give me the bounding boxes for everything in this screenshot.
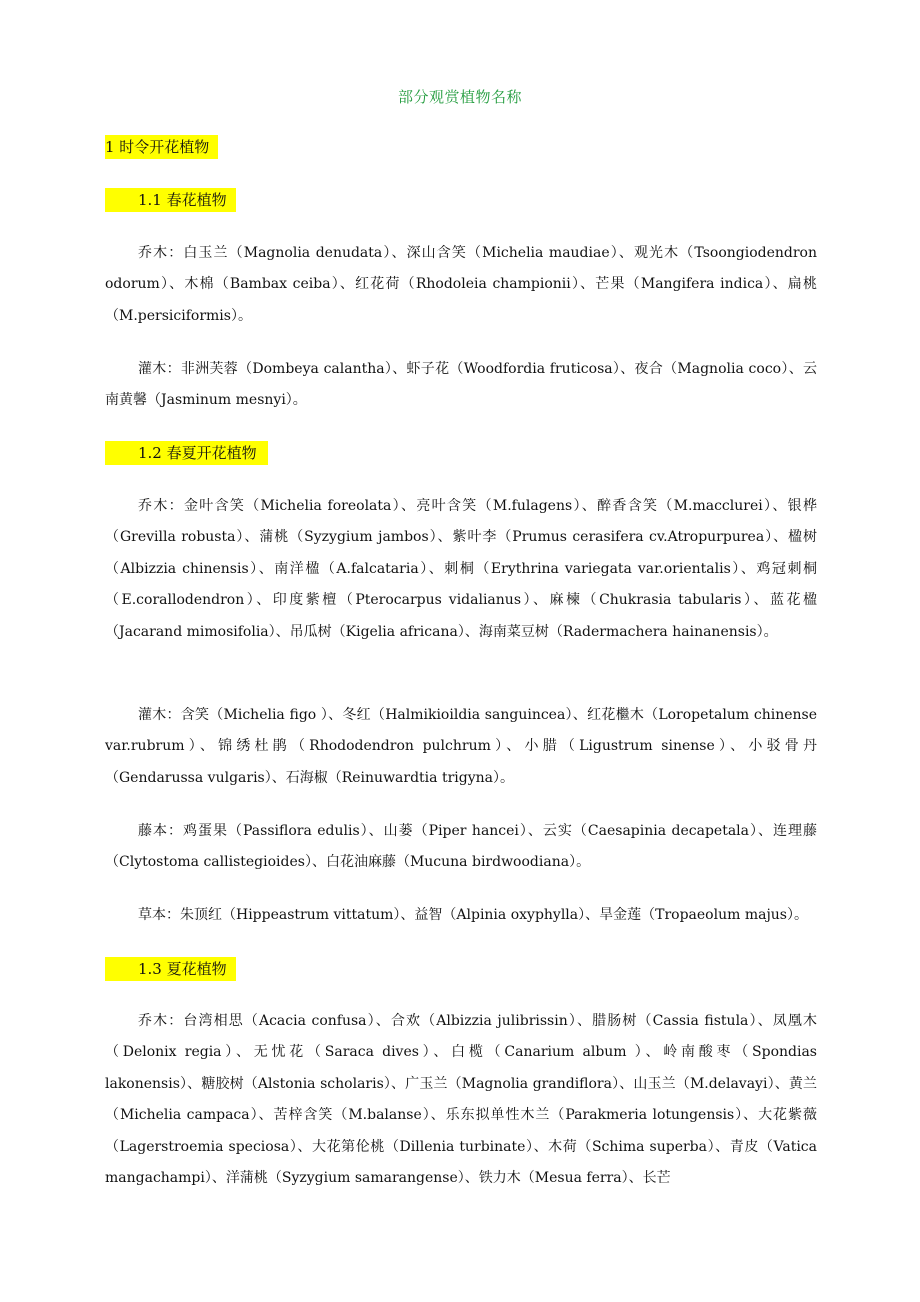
section-heading-1-3: 1.3 夏花植物 [105, 957, 236, 981]
section-heading-1-2: 1.2 春夏开花植物 [105, 441, 268, 465]
paragraph-spring-summer-shrubs: 灌木：含笑（Michelia figo ）、冬红（Halmikioildia sanguincea）、红花檵木（Loropetalum chinense var.rubrum）、锦绣杜鹃（Rhododendron pulchrum）、小腊（Ligustrum sinense）、小驳骨丹（Gendarussa vulgaris）、石海椒（Reinuwardtia trigyna）。 [105, 707, 817, 786]
paragraph-spring-summer-trees: 乔木：金叶含笑（Michelia foreolata）、亮叶含笑（M.fulagens）、醉香含笑（M.macclurei）、银桦（Grevilla robusta）、蒲桃（Syzygium jambos）、紫叶李（Prumus cerasifera cv.Atropurpurea）、楹树（Albizzia chinensis）、南洋楹（A.falcataria）、刺桐（Erythrina variegata var.orientalis）、鸡冠刺桐（E.corallodendron）、印度紫檀（Pterocarpus vidalianus）、麻楝（Chukrasia tabularis）、蓝花楹（Jacarand mimosifolia）、吊瓜树（Kigelia africana）、海南菜豆树（Radermachera hainanensis）。 [105, 498, 817, 640]
page-title: 部分观赏植物名称 [397, 88, 522, 106]
paragraph-summer-trees: 乔木：台湾相思（Acacia confusa）、合欢（Albizzia julibrissin）、腊肠树（Cassia fistula）、凤凰木（Delonix regia）、无忧花（Saraca dives）、白榄（Canarium album ）、岭南酸枣（Spondias lakonensis）、糖胶树（Alstonia scholaris）、广玉兰（Magnolia grandiflora）、山玉兰（M.delavayi）、黄兰（Michelia campaca）、苦梓含笑（M.balanse）、乐东拟单性木兰（Parakmeria lotungensis）、大花紫薇（Lagerstroemia speciosa）、大花第伦桃（Dillenia turbinate）、木荷（Schima superba）、青皮（Vatica mangachampi）、洋蒲桃（Syzygium samarangense）、铁力木（Mesua ferra）、长芒 [105, 1013, 817, 1187]
section-heading-1: 1 时令开花植物 [105, 135, 218, 159]
paragraph-spring-trees: 乔木：白玉兰（Magnolia denudata）、深山含笑（Michelia maudiae）、观光木（Tsoongiodendron odorum）、木棉（Bambax ceiba）、红花荷（Rhodoleia championii）、芒果（Mangifera indica）、扁桃（M.persiciformis）。 [105, 245, 817, 324]
section-heading-1-1: 1.1 春花植物 [105, 188, 236, 212]
paragraph-spring-shrubs: 灌木：非洲芙蓉（Dombeya calantha）、虾子花（Woodfordia fruticosa）、夜合（Magnolia coco）、云南黄馨（Jasminum mesnyi）。 [105, 361, 817, 409]
paragraph-spring-summer-herbs: 草本：朱顶红（Hippeastrum vittatum）、益智（Alpinia oxyphylla）、旱金莲（Tropaeolum majus）。 [138, 907, 808, 923]
paragraph-spring-summer-vines: 藤本：鸡蛋果（Passiflora edulis）、山蒌（Piper hancei）、云实（Caesapinia decapetala）、连理藤（Clytostoma callistegioides）、白花油麻藤（Mucuna birdwoodiana）。 [105, 823, 817, 871]
